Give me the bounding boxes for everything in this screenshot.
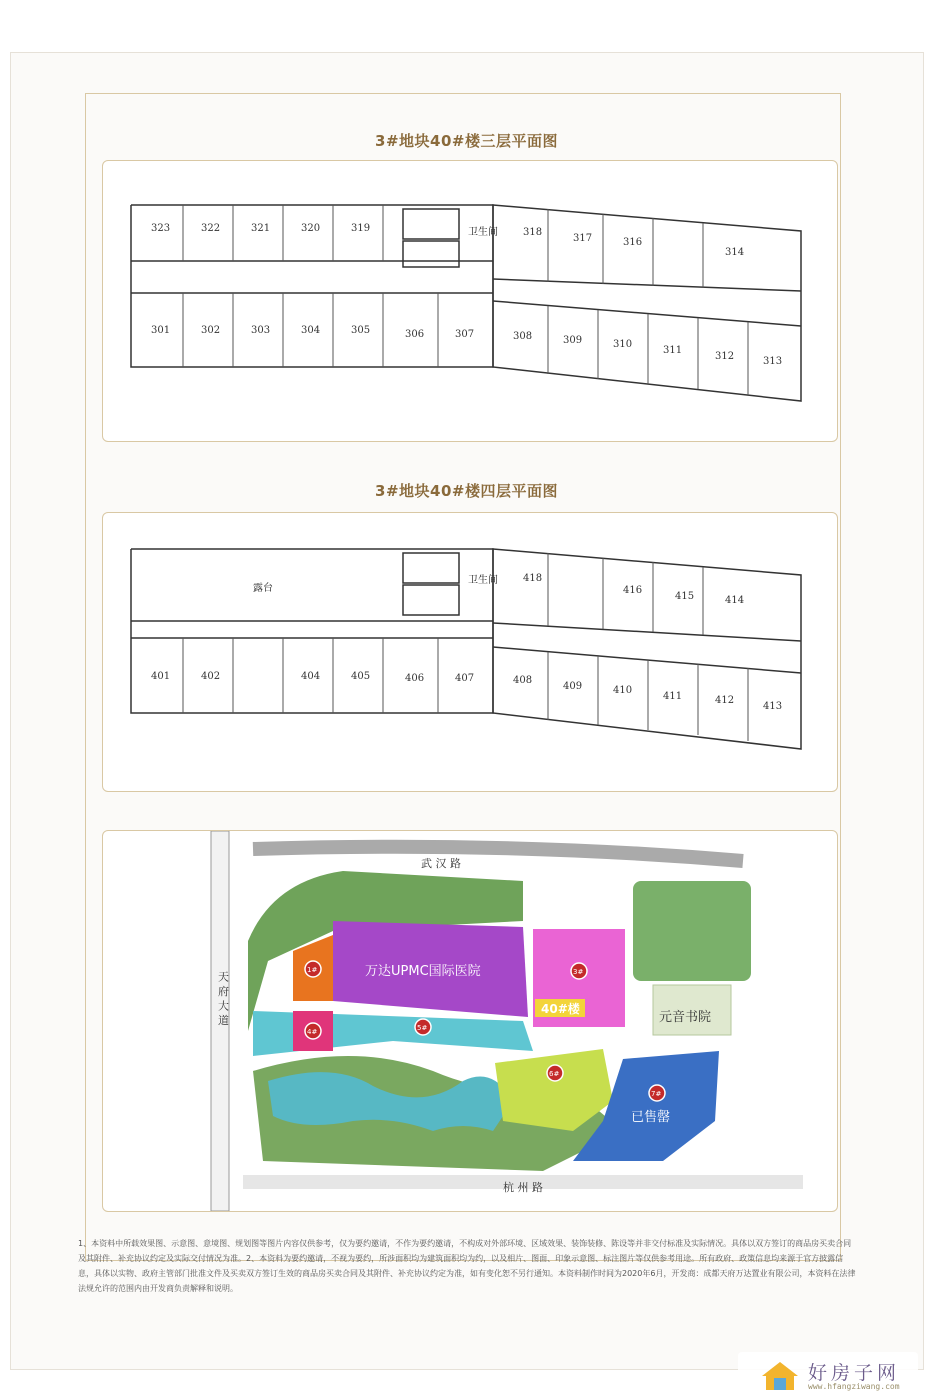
room-414: 414 [725, 595, 745, 606]
room-318: 318 [523, 227, 543, 238]
floor4-plan-panel [102, 512, 838, 792]
terrace-label: 露台 [253, 583, 273, 594]
sold-out-label: 已售罄 [631, 1110, 671, 1125]
room-415: 415 [675, 591, 695, 602]
svg-text:6#: 6# [549, 1070, 560, 1078]
floor4-plan [103, 513, 837, 791]
legal-disclaimer: 1、本资料中所载效果图、示意图、意境图、规划图等图片内容仅供参考，仅为要约邀请，不作为要约邀请，不构成对外部环境、区域效果、装饰装修、陈设等并非交付标准及实际情况。具体以双方签订的商品房买卖合同及其附件、补充协议约定及实际交付情况为准。2、本资料为要约邀请，不视为要约，所涉面积均为建筑面积均为约，以及相片、图面、印象示意图、标注图片等仅供参考用途。所有政府、政策信息均来源于官方披露信息，具体以实物、政府主管部门批准文件及买卖双方签订生效的商品房买卖合同及其附件、补充协议约定为准，如有变化恕不另行通知。本资料制作时间为2020年6月，开发商：成都天府万达置业有限公司，本资料在法律法规允许的范围内由开发商负责解释和说明。 [78, 1239, 856, 1293]
room-305: 305 [351, 325, 371, 336]
room-316: 316 [623, 237, 643, 248]
map-marker-1 [305, 961, 321, 977]
building-40-label: 40#楼 [541, 1002, 580, 1016]
room-323: 323 [151, 223, 171, 234]
room-405: 405 [351, 671, 371, 682]
room-302: 302 [201, 325, 221, 336]
room-312: 312 [715, 351, 735, 362]
watermark-brand: 好房子网 [808, 1362, 901, 1384]
svg-text:7#: 7# [651, 1090, 662, 1098]
room-321: 321 [251, 223, 271, 234]
academy-label: 元音书院 [659, 1010, 712, 1025]
site-map [103, 831, 837, 1211]
site-map-panel [102, 830, 838, 1212]
room-319: 319 [351, 223, 371, 234]
room-322: 322 [201, 223, 221, 234]
room-408: 408 [513, 675, 533, 686]
room-317: 317 [573, 233, 593, 244]
road-top-label: 武 汉 路 [421, 857, 461, 870]
svg-text:5#: 5# [417, 1024, 428, 1032]
svg-text:3#: 3# [573, 968, 584, 976]
road-left-label: 天 府 大 道 [216, 971, 230, 1026]
room-409: 409 [563, 681, 583, 692]
road-bottom-label: 杭 州 路 [503, 1181, 543, 1194]
room-306: 306 [405, 329, 425, 340]
room-301: 301 [151, 325, 171, 336]
room-307: 307 [455, 329, 475, 340]
map-marker-4 [305, 1023, 321, 1039]
wuhan-road [253, 847, 743, 861]
room-410: 410 [613, 685, 633, 696]
washroom-label: 卫生间 [468, 227, 498, 238]
floor4-title: 3#地块40#楼四层平面图 [375, 482, 558, 500]
map-marker-7 [649, 1085, 665, 1101]
watermark-url: www.hfangziwang.com [808, 1382, 900, 1391]
room-406: 406 [405, 673, 425, 684]
room-407: 407 [455, 673, 475, 684]
room-413: 413 [763, 701, 783, 712]
room-309: 309 [563, 335, 583, 346]
map-marker-5 [415, 1019, 431, 1035]
room-303: 303 [251, 325, 271, 336]
map-marker-3 [571, 963, 587, 979]
floor3-title: 3#地块40#楼三层平面图 [375, 132, 558, 150]
floor3-plan-panel [102, 160, 838, 442]
room-416: 416 [623, 585, 643, 596]
floor3-plan [103, 161, 837, 441]
room-311: 311 [663, 345, 683, 356]
room-313: 313 [763, 356, 783, 367]
washroom-label: 卫生间 [468, 575, 498, 586]
room-304: 304 [301, 325, 321, 336]
room-308: 308 [513, 331, 533, 342]
room-412: 412 [715, 695, 735, 706]
house-logo-icon [758, 1358, 802, 1392]
room-411: 411 [663, 691, 683, 702]
room-320: 320 [301, 223, 321, 234]
room-314: 314 [725, 247, 745, 258]
room-310: 310 [613, 339, 633, 350]
green-park-east [633, 881, 751, 981]
svg-text:4#: 4# [307, 1028, 318, 1036]
room-418: 418 [523, 573, 543, 584]
room-402: 402 [201, 671, 221, 682]
room-401: 401 [151, 671, 171, 682]
hospital-label: 万达UPMC国际医院 [365, 964, 481, 979]
map-marker-6 [547, 1065, 563, 1081]
watermark [738, 1352, 918, 1396]
svg-text:1#: 1# [307, 966, 318, 974]
room-404: 404 [301, 671, 321, 682]
